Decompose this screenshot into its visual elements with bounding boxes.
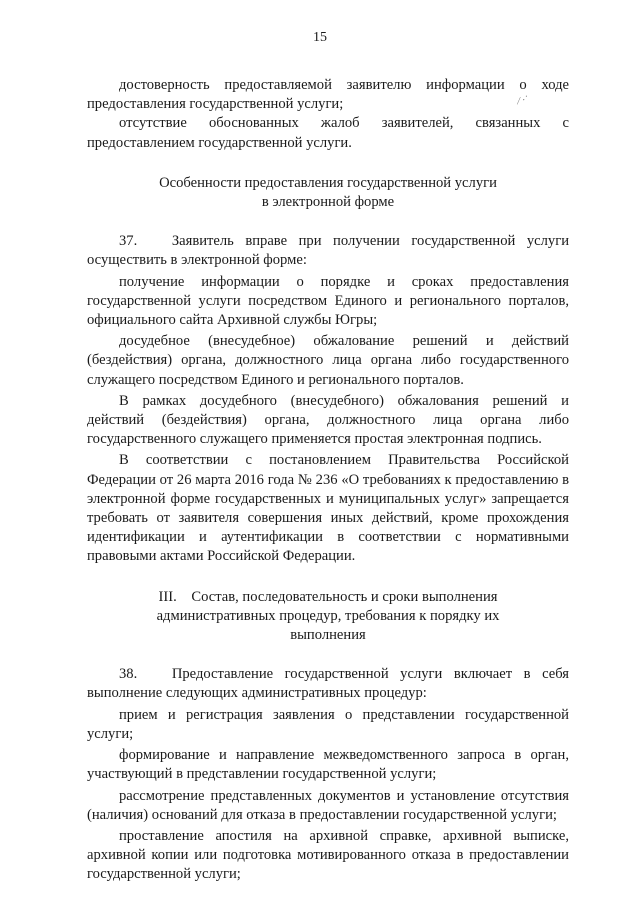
document-body	[87, 76, 569, 887]
paragraph-regulation: В соответствии с постановлением Правительства Российской Федерации от 26 марта 2016 года № 236 «О требованиях к предоставлению в электронной форме государственных и муниципальных услуг» запрещается требовать от заявителя совершения иных действий, кроме прохождения идентификации и аутентификации в соответствии с нормативными правовыми актами Российской Федерации.	[87, 452, 569, 565]
heading-line: III. Состав, последовательность и сроки выполнения	[158, 588, 498, 605]
paragraph-procedure-request: формирование и направление межведомственного запроса в орган, участвующий в представлении государственной услуги;	[87, 747, 569, 783]
paragraph-37: 37. Заявитель вправе при получении государственной услуги осуществить в электронной форме:	[87, 233, 569, 269]
paragraph-info-receipt: получение информации о порядке и сроках предоставления государственной услуги посредством Единого и регионального порталов, официального сайта Архивной службы Югры;	[87, 273, 569, 329]
section-heading-electronic	[87, 174, 569, 212]
heading-line: Особенности предоставления государственной услуги	[159, 174, 497, 191]
heading-line: административных процедур, требования к порядку их	[156, 607, 500, 624]
scan-mark: ⁄ ·˙	[516, 93, 530, 108]
paragraph-procedure-registration: прием и регистрация заявления о представлении государственной услуги;	[87, 706, 569, 742]
paragraph-appeal: досудебное (внесудебное) обжалование решений и действий (бездействия) органа, должностного лица органа либо государственного служащего посредством Единого и регионального порталов.	[87, 333, 569, 388]
paragraph-procedure-review: рассмотрение представленных документов и установление отсутствия (наличия) оснований для отказа в предоставлении государственной услуги;	[87, 787, 569, 823]
paragraph-accuracy: достоверность предоставляемой заявителю информации о ходе предоставления государственной услуги;	[87, 77, 569, 113]
section-heading-iii	[87, 588, 569, 646]
paragraph-e-signature: В рамках досудебного (внесудебного) обжалования решений и действий (бездействия) органа, должностного лица органа либо государственного служащего применяется простая электронная подпись.	[87, 392, 569, 448]
paragraph-procedure-apostille: проставление апостиля на архивной справке, архивной выписке, архивной копии или подготовка мотивированного отказа в предоставлении государственной услуги;	[87, 827, 569, 883]
paragraph-38: 38. Предоставление государственной услуги включает в себя выполнение следующих административных процедур:	[87, 666, 569, 702]
paragraph-no-complaints: отсутствие обоснованных жалоб заявителей, связанных с предоставлением государственной услуги.	[87, 115, 569, 151]
heading-line: в электронной форме	[261, 194, 395, 211]
page-number: 15	[313, 30, 327, 45]
heading-line: выполнения	[290, 627, 366, 644]
